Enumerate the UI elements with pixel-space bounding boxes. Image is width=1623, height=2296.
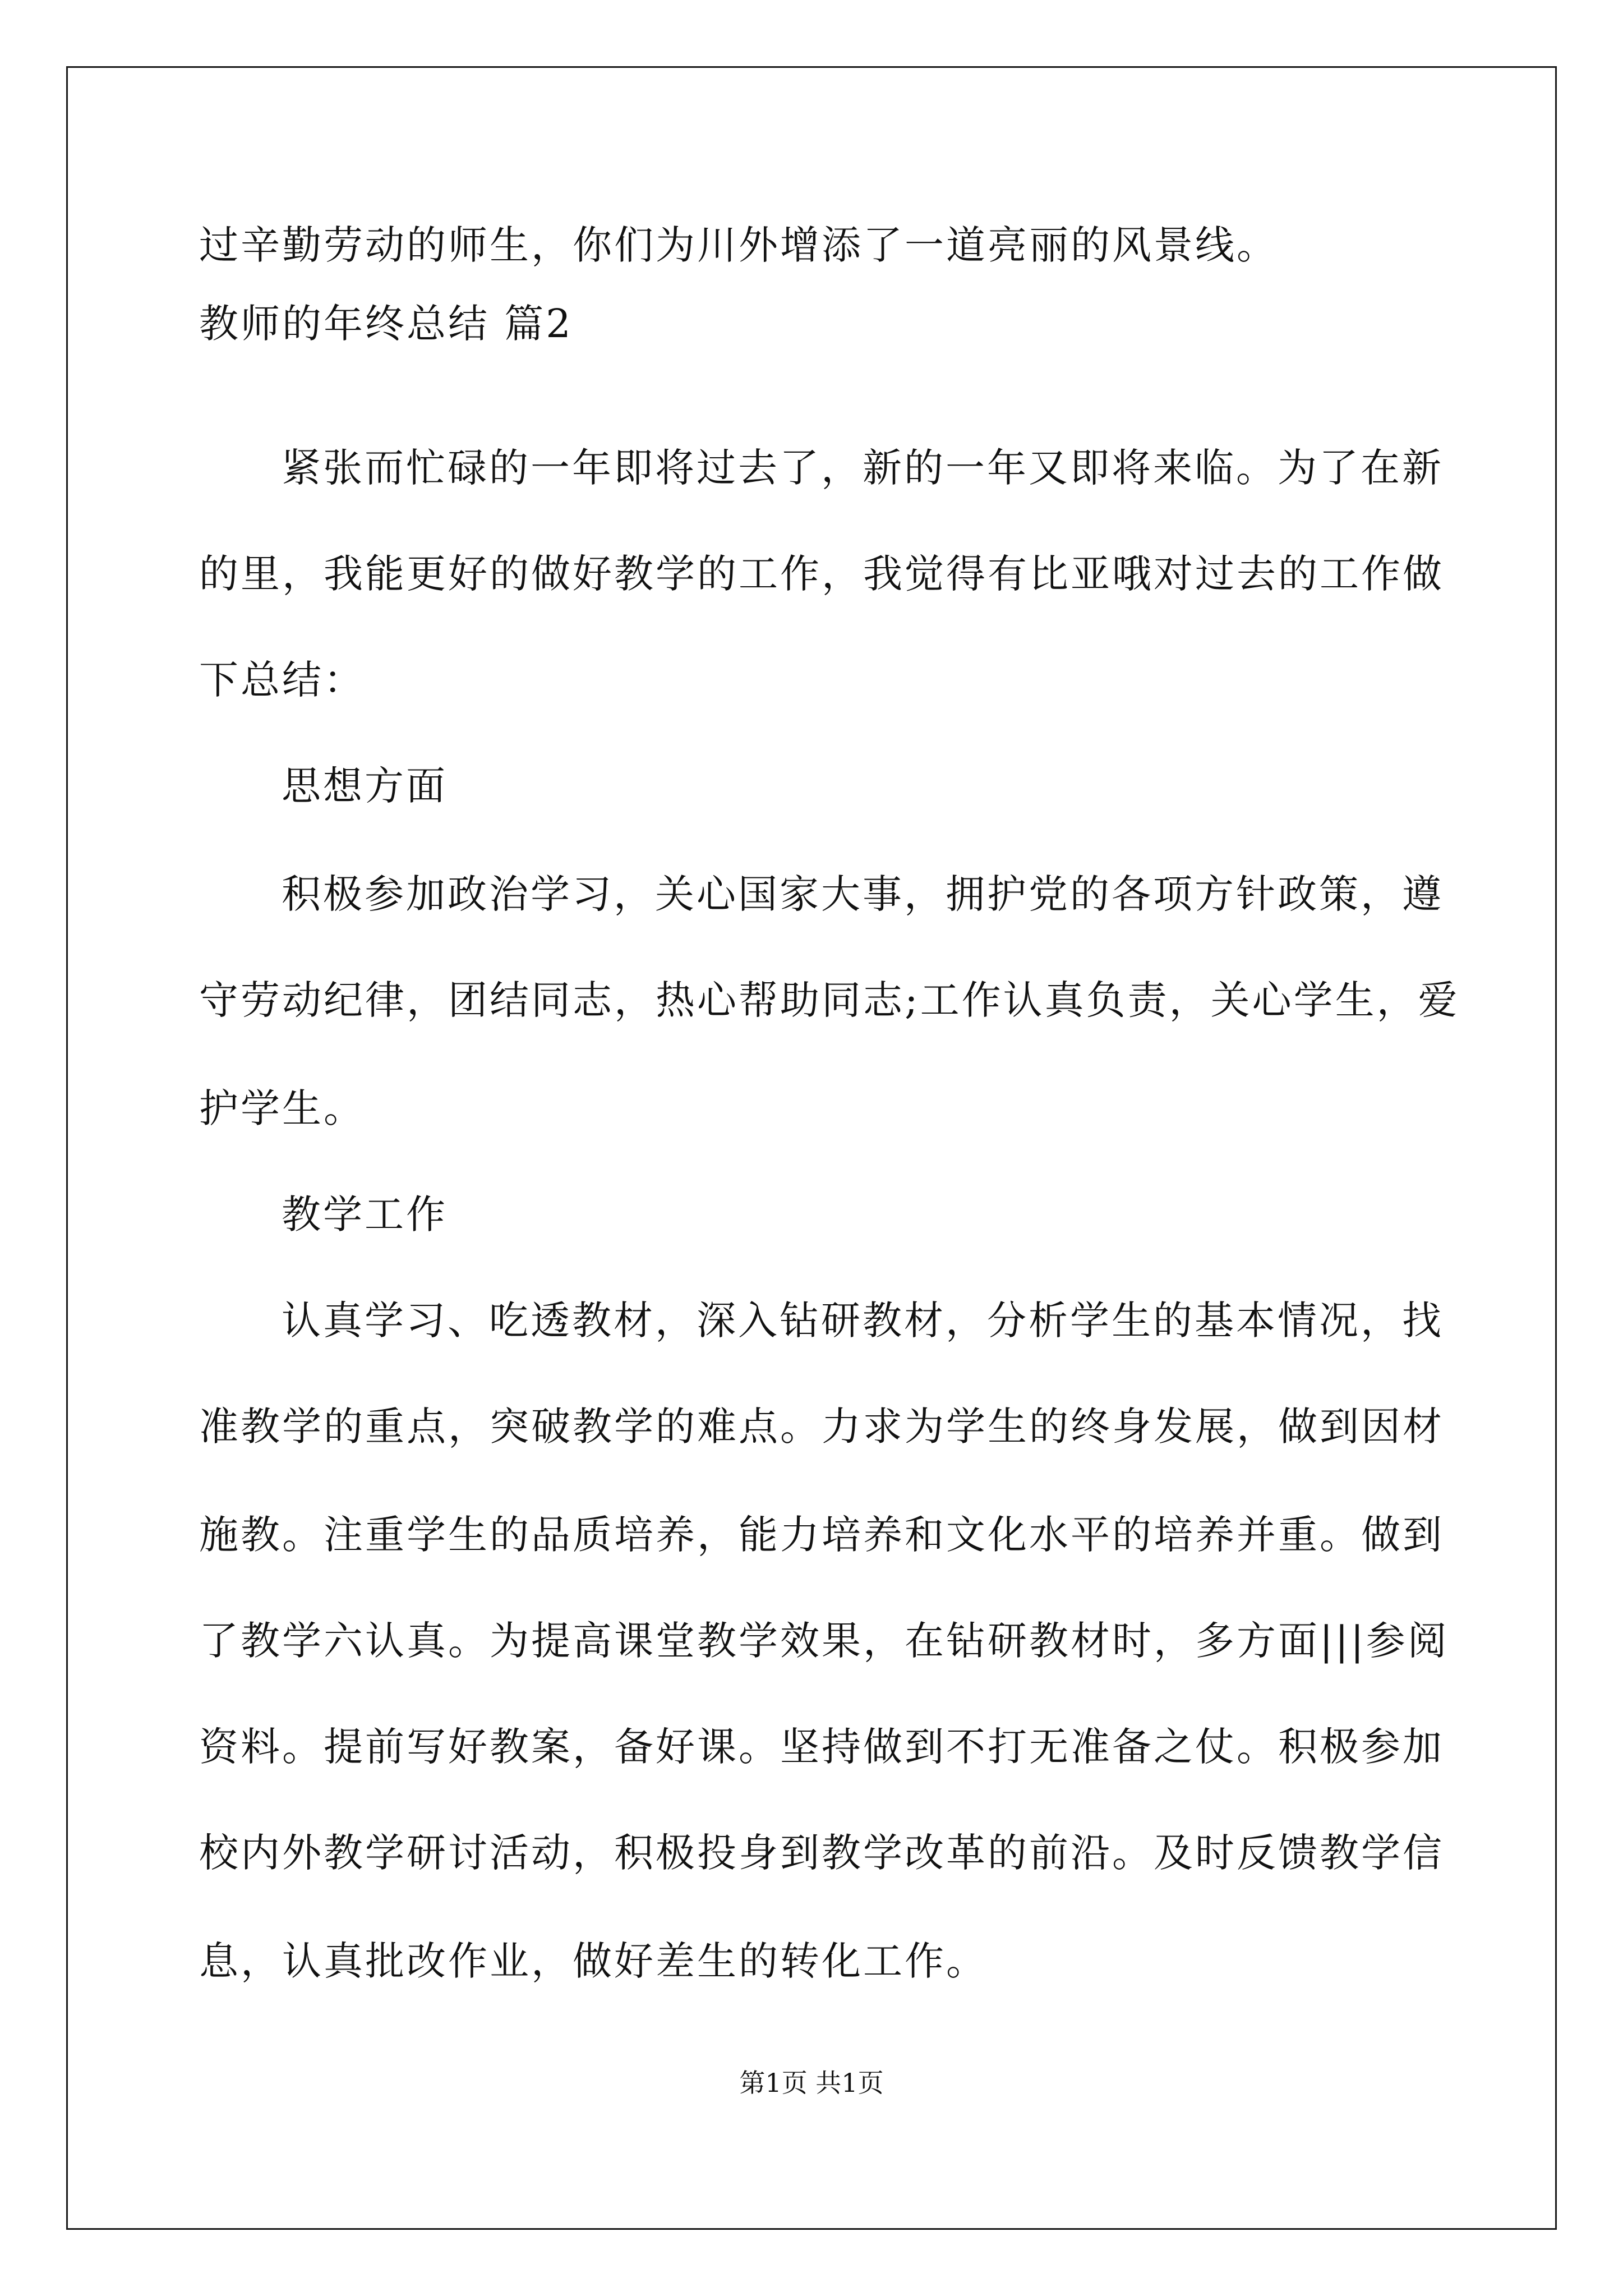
- paragraph-line: 施教。注重学生的品质培养，能力培养和文化水平的培养并重。做到: [199, 1512, 1444, 1558]
- paragraph-line: 资料。提前写好教案，备好课。坚持做到不打无准备之仗。积极参加: [199, 1724, 1444, 1770]
- paragraph-line: 息，认真批改作业，做好差生的转化工作。: [199, 1938, 988, 1984]
- subheading-line: 教学工作: [282, 1191, 448, 1237]
- section-heading: 教师的年终总结 篇2: [199, 301, 573, 347]
- paragraph-line: 紧张而忙碌的一年即将过去了，新的一年又即将来临。为了在新: [282, 445, 1444, 491]
- paragraph-line: 积极参加政治学习，关心国家大事，拥护党的各项方针政策，遵: [282, 871, 1444, 917]
- paragraph-line: 准教学的重点，突破教学的难点。力求为学生的终身发展，做到因材: [199, 1404, 1444, 1450]
- paragraph-line: 了教学六认真。为提高课堂教学效果，在钻研教材时，多方面|||参阅: [199, 1618, 1449, 1664]
- subheading-line: 思想方面: [282, 763, 448, 809]
- paragraph-line: 护学生。: [199, 1085, 365, 1131]
- page-footer: 第1页 共1页: [739, 2068, 884, 2098]
- paragraph-line: 的里，我能更好的做好教学的工作，我觉得有比亚哦对过去的工作做: [199, 551, 1444, 597]
- paragraph-line: 认真学习、吃透教材，深入钻研教材，分析学生的基本情况，找: [282, 1297, 1444, 1343]
- page-border: [66, 66, 1557, 2230]
- paragraph-line: 校内外教学研讨活动，积极投身到教学改革的前沿。及时反馈教学信: [199, 1830, 1444, 1876]
- paragraph-line: 下总结：: [199, 657, 365, 703]
- paragraph-line: 守劳动纪律，团结同志，热心帮助同志;工作认真负责，关心学生，爱: [199, 977, 1460, 1023]
- paragraph-line: 过辛勤劳动的师生，你们为川外增添了一道亮丽的风景线。: [199, 222, 1278, 268]
